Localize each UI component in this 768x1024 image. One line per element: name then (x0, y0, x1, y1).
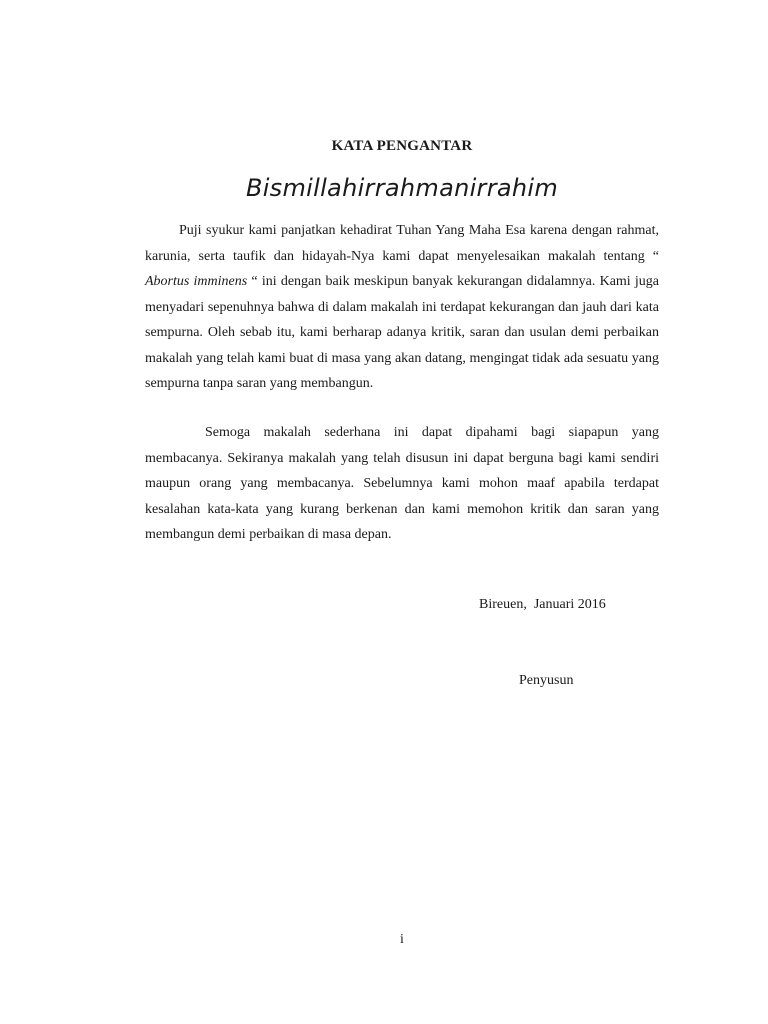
paragraph-2-text: Semoga makalah sederhana ini dapat dipahami bagi siapapun yang membacanya. Sekiranya makalah yang telah disusun ini dapat berguna bagi kami sendiri maupun orang yang membacanya. Sebelumnya kami mohon maaf apabila terdapat kesalahan kata-kata yang kurang berkenan dan kami memohon kritik dan saran yang membangun demi perbaikan di masa depan. (145, 425, 659, 542)
paragraph-1-text-start: Puji syukur kami panjatkan kehadirat Tuhan Yang Maha Esa karena dengan rahmat, karunia, serta taufik dan hidayah-Nya kami dapat menyelesaikan makalah tentang “ (145, 223, 659, 264)
italic-term: Abortus imminens (145, 274, 248, 289)
paragraph-1-text-end: “ ini dengan baik meskipun banyak kekurangan didalamnya. Kami juga menyadari sepenuhnya bahwa di dalam makalah ini terdapat kekurangan dan jauh dari kata sempurna. Oleh sebab itu, kami berharap adanya kritik, saran dan usulan demi perbaikan makalah yang telah kami buat di masa yang akan datang, mengingat tidak ada sesuatu yang sempurna tanpa saran yang membangun. (145, 274, 660, 391)
paragraph-1-text (145, 218, 659, 397)
place-date: Bireuen, Januari 2016 (479, 597, 606, 612)
page-number: i (400, 932, 404, 947)
paragraph-2 (145, 420, 659, 548)
signer-label: Penyusun (519, 673, 574, 688)
basmala-heading: Bismillahirrahmanirrahim (245, 174, 559, 202)
page-title: KATA PENGANTAR (331, 138, 473, 154)
paragraph-1 (145, 218, 659, 397)
